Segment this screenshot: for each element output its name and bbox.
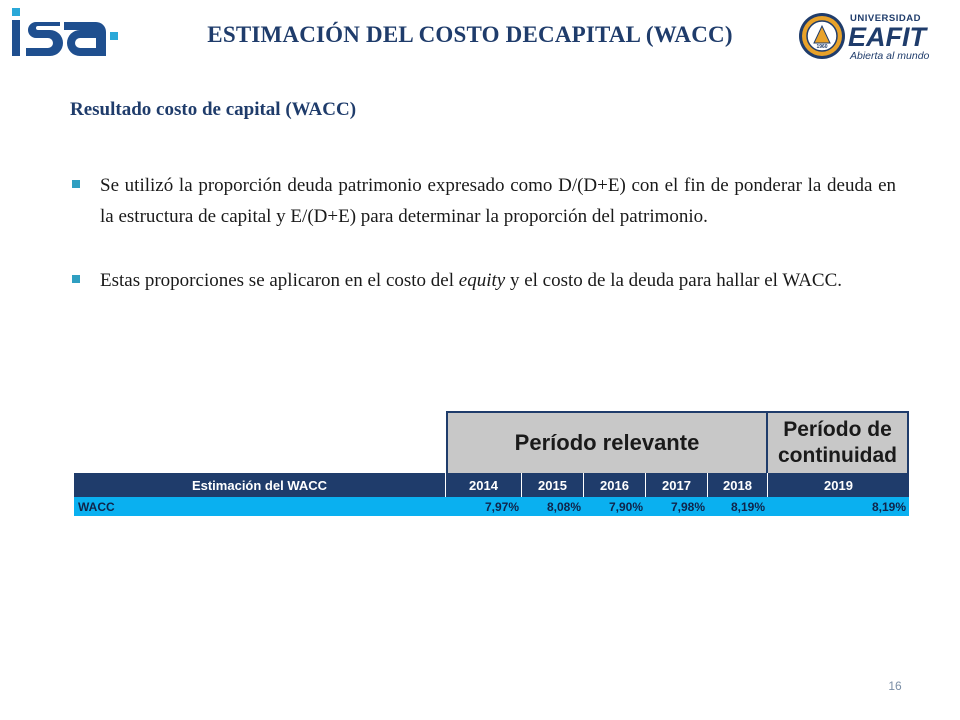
wacc-value-2014: 7,97% bbox=[446, 497, 522, 516]
section-subtitle: Resultado costo de capital (WACC) bbox=[70, 99, 357, 120]
bullet-text-end: y el costo de la deuda para hallar el WACC. bbox=[505, 270, 843, 291]
bullet-list bbox=[70, 170, 896, 329]
page-number: 16 bbox=[888, 679, 902, 693]
eafit-seal-icon bbox=[799, 13, 845, 59]
row-label-wacc: WACC bbox=[74, 497, 446, 516]
wacc-value-2015: 8,08% bbox=[522, 497, 584, 516]
column-header-2016: 2016 bbox=[584, 473, 646, 497]
svg-text:1960: 1960 bbox=[816, 44, 828, 50]
svg-text:Abierta al mundo: Abierta al mundo bbox=[850, 50, 930, 62]
wacc-value-2016: 7,90% bbox=[584, 497, 646, 516]
column-header-2015: 2015 bbox=[522, 473, 584, 497]
bullet-italic-term: equity bbox=[458, 270, 506, 291]
square-bullet-icon bbox=[72, 275, 80, 283]
column-header-2019: 2019 bbox=[768, 473, 909, 497]
bullet-text: Estas proporciones se aplicaron en el costo del bbox=[100, 270, 459, 291]
bullet-text: Se utilizó la proporción deuda patrimonio expresado como D/(D+E) con el fin de ponderar la deuda en la estructura de capital y E/(D+E) para determinar la proporción del patrimonio. bbox=[100, 175, 896, 227]
wacc-value-2017: 7,98% bbox=[646, 497, 708, 516]
wacc-value-2018: 8,19% bbox=[708, 497, 768, 516]
bullet-item bbox=[70, 265, 896, 296]
eafit-logo bbox=[798, 8, 950, 64]
bullet-item bbox=[70, 170, 896, 232]
column-header-estimacion: Estimación del WACC bbox=[74, 473, 446, 497]
svg-text:EAFIT: EAFIT bbox=[848, 22, 926, 52]
wacc-table bbox=[74, 411, 909, 516]
header-periodo-continuidad: Período de continuidad bbox=[768, 411, 909, 473]
isa-logo bbox=[8, 4, 122, 62]
square-bullet-icon bbox=[72, 180, 80, 188]
slide-title: ESTIMACIÓN DEL COSTO DECAPITAL (WACC) bbox=[207, 22, 733, 47]
column-header-2018: 2018 bbox=[708, 473, 768, 497]
header-periodo-relevante: Período relevante bbox=[446, 411, 768, 473]
column-header-2017: 2017 bbox=[646, 473, 708, 497]
wacc-value-2019: 8,19% bbox=[768, 497, 909, 516]
svg-text:UNIVERSIDAD: UNIVERSIDAD bbox=[850, 13, 921, 24]
column-header-2014: 2014 bbox=[446, 473, 522, 497]
